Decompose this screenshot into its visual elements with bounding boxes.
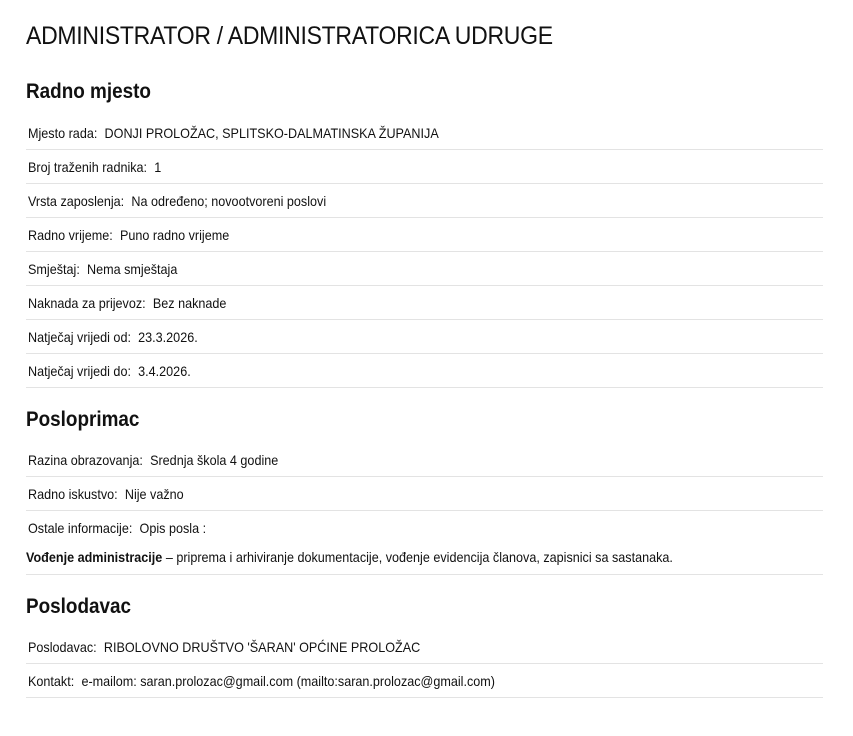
detail-row-kontakt xyxy=(26,664,823,698)
detail-row-radno-vrijeme xyxy=(26,218,823,252)
detail-value: Bez naknade xyxy=(152,294,227,311)
detail-value: Na određeno; novootvoreni poslovi xyxy=(131,192,327,209)
detail-label: Poslodavac: xyxy=(28,638,97,655)
detail-value: Srednja škola 4 godine xyxy=(150,451,279,468)
detail-value: RIBOLOVNO DRUŠTVO 'ŠARAN' OPĆINE PROLOŽAC xyxy=(103,638,421,655)
detail-row-poslodavac xyxy=(26,630,823,664)
detail-label: Kontakt: xyxy=(28,672,75,689)
detail-value: Opis posla : xyxy=(139,520,207,536)
details-list xyxy=(26,116,823,388)
detail-row-smjestaj xyxy=(26,252,823,286)
detail-label: Razina obrazovanja: xyxy=(28,451,143,468)
detail-label: Ostale informacije: xyxy=(28,520,133,536)
detail-row-mjesto-rada xyxy=(26,116,823,150)
section-posloprimac xyxy=(26,406,823,575)
detail-label: Natječaj vrijedi od: xyxy=(28,328,131,345)
detail-label: Radno iskustvo: xyxy=(28,485,118,502)
detail-row-natjecaj-do xyxy=(26,354,823,388)
detail-value: Nije važno xyxy=(124,485,184,502)
detail-value: 3.4.2026. xyxy=(138,362,191,379)
detail-row-ostale-informacije xyxy=(26,511,823,545)
detail-value: 1 xyxy=(154,158,162,175)
detail-row-natjecaj-od xyxy=(26,320,823,354)
detail-label: Natječaj vrijedi do: xyxy=(28,362,131,379)
detail-label: Naknada za prijevoz: xyxy=(28,294,146,311)
section-title-poslodavac: Poslodavac xyxy=(26,595,132,618)
detail-row-razina-obrazovanja xyxy=(26,443,823,477)
detail-value: DONJI PROLOŽAC, SPLITSKO-DALMATINSKA ŽUPANIJA xyxy=(104,124,439,141)
detail-row-naknada-prijevoz xyxy=(26,286,823,320)
section-title-posloprimac: Posloprimac xyxy=(26,408,140,431)
contact-email-link[interactable]: e-mailom: saran.prolozac@gmail.com (mailto:saran.prolozac@gmail.com) xyxy=(81,672,495,689)
section-radno-mjesto xyxy=(26,78,823,388)
detail-row-broj-radnika xyxy=(26,150,823,184)
section-poslodavac xyxy=(26,593,823,698)
job-description-heading: Vođenje administracije xyxy=(26,549,163,565)
detail-value: Nema smještaja xyxy=(87,260,178,277)
detail-label: Vrsta zaposlenja: xyxy=(28,192,125,209)
detail-value: 23.3.2026. xyxy=(138,328,198,345)
detail-label: Mjesto rada: xyxy=(28,124,98,141)
detail-label: Radno vrijeme: xyxy=(28,226,113,243)
section-title-radno-mjesto: Radno mjesto xyxy=(26,80,151,103)
details-list xyxy=(26,443,823,575)
detail-label: Broj traženih radnika: xyxy=(28,158,148,175)
job-description xyxy=(26,545,823,575)
detail-row-vrsta-zaposlenja xyxy=(26,184,823,218)
detail-row-radno-iskustvo xyxy=(26,477,823,511)
detail-value: Puno radno vrijeme xyxy=(119,226,230,243)
detail-label: Smještaj: xyxy=(28,260,80,277)
job-description-text: – priprema i arhiviranje dokumentacije, vođenje evidencija članova, zapisnici sa sastanaka. xyxy=(162,549,673,565)
details-list xyxy=(26,630,823,698)
job-title: ADMINISTRATOR / ADMINISTRATORICA UDRUGE xyxy=(26,22,553,50)
